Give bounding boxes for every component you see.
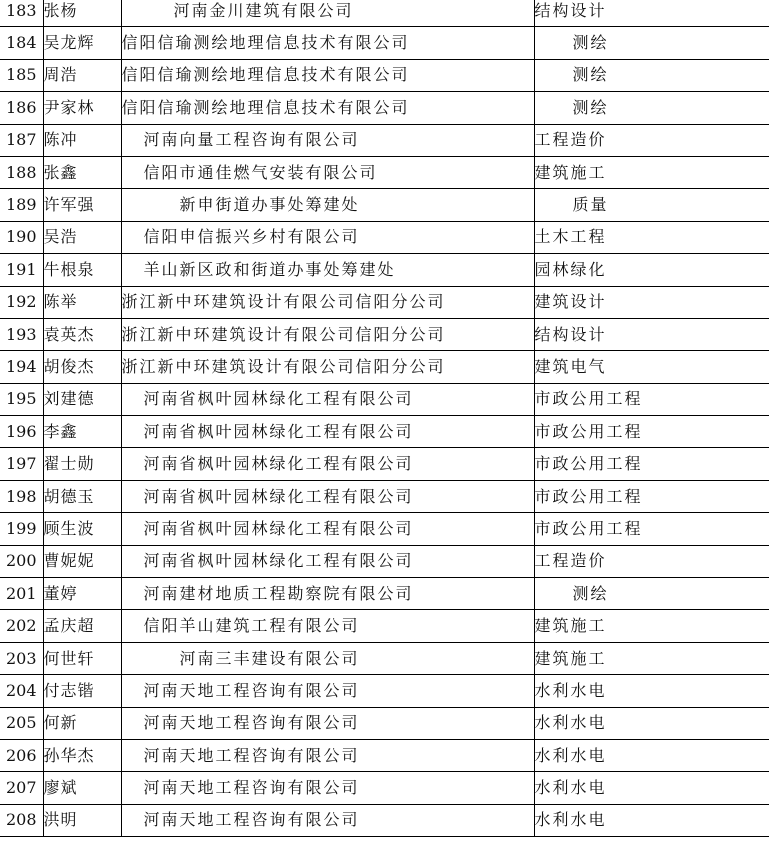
company-name-cell [121, 124, 534, 156]
specialty: 建筑电气 [534, 356, 607, 376]
person-name: 袁英杰 [43, 324, 95, 344]
table-row [0, 448, 769, 480]
row-number-cell [0, 480, 43, 512]
person-name: 吴浩 [43, 227, 78, 247]
specialty: 质量 [572, 195, 609, 215]
person-name: 何世轩 [43, 648, 95, 668]
company-name-cell [121, 739, 534, 771]
company-name-cell [121, 675, 534, 707]
row-number-cell [0, 545, 43, 577]
table-row [0, 513, 769, 545]
specialty: 水利水电 [534, 713, 607, 733]
row-number: 200 [5, 551, 37, 571]
person-name-cell [43, 545, 121, 577]
specialty: 市政公用工程 [534, 454, 643, 474]
row-number-cell [0, 254, 43, 286]
row-number-cell [0, 610, 43, 642]
person-name-cell [43, 642, 121, 674]
table-row [0, 59, 769, 91]
table-row [0, 480, 769, 512]
row-number: 192 [5, 292, 37, 312]
person-name: 张鑫 [43, 162, 78, 182]
row-number: 207 [5, 778, 37, 798]
person-name: 陈举 [43, 292, 78, 312]
person-name-cell [43, 0, 121, 27]
person-name-cell [43, 221, 121, 253]
specialty-cell [534, 351, 769, 383]
person-name-cell [43, 383, 121, 415]
person-name-cell [43, 254, 121, 286]
row-number: 205 [5, 713, 37, 733]
company-name: 河南向量工程咨询有限公司 [143, 130, 360, 150]
specialty-cell [534, 642, 769, 674]
person-name: 曹妮妮 [43, 551, 95, 571]
company-name: 浙江新中环建筑设计有限公司信阳分公司 [121, 292, 446, 312]
row-number: 193 [5, 324, 37, 344]
company-name: 浙江新中环建筑设计有限公司信阳分公司 [121, 324, 446, 344]
company-name: 河南三丰建设有限公司 [179, 648, 360, 668]
person-name: 董婷 [43, 583, 78, 603]
row-number-cell [0, 416, 43, 448]
person-name-cell [43, 27, 121, 59]
row-number-cell [0, 513, 43, 545]
table-row [0, 0, 769, 27]
person-name: 胡德玉 [43, 486, 95, 506]
specialty-cell [534, 610, 769, 642]
row-number-cell [0, 286, 43, 318]
table-row [0, 675, 769, 707]
row-number: 204 [5, 680, 37, 700]
row-number-cell [0, 59, 43, 91]
company-name-cell [121, 254, 534, 286]
company-name: 信阳羊山建筑工程有限公司 [143, 616, 360, 636]
row-number: 191 [5, 259, 37, 279]
specialty-cell [534, 254, 769, 286]
row-number-cell [0, 804, 43, 836]
specialty-cell [534, 804, 769, 836]
person-name-cell [43, 286, 121, 318]
company-name-cell [121, 189, 534, 221]
row-number-cell [0, 189, 43, 221]
company-name-cell [121, 416, 534, 448]
company-name-cell [121, 610, 534, 642]
table-row [0, 772, 769, 804]
person-name-cell [43, 772, 121, 804]
person-name-cell [43, 59, 121, 91]
table-row [0, 545, 769, 577]
company-name-cell [121, 286, 534, 318]
row-number: 187 [5, 130, 37, 150]
company-name: 河南天地工程咨询有限公司 [143, 680, 360, 700]
company-name: 河南省枫叶园林绿化工程有限公司 [143, 454, 414, 474]
company-name-cell [121, 480, 534, 512]
row-number: 202 [5, 616, 37, 636]
specialty-cell [534, 318, 769, 350]
person-name: 洪明 [43, 810, 78, 830]
row-number-cell [0, 675, 43, 707]
company-name-cell [121, 772, 534, 804]
company-name-cell [121, 642, 534, 674]
table-row [0, 221, 769, 253]
company-name-cell [121, 578, 534, 610]
table-row [0, 610, 769, 642]
row-number-cell [0, 92, 43, 124]
specialty-cell [534, 124, 769, 156]
specialty: 工程造价 [534, 551, 607, 571]
company-name: 河南省枫叶园林绿化工程有限公司 [143, 551, 414, 571]
company-name-cell [121, 707, 534, 739]
person-name-cell [43, 804, 121, 836]
specialty-cell [534, 578, 769, 610]
row-number-cell [0, 27, 43, 59]
company-name: 河南天地工程咨询有限公司 [143, 810, 360, 830]
person-name: 张杨 [43, 0, 78, 20]
specialty: 水利水电 [534, 778, 607, 798]
table-row [0, 642, 769, 674]
company-name: 浙江新中环建筑设计有限公司信阳分公司 [121, 356, 446, 376]
specialty: 工程造价 [534, 130, 607, 150]
person-name: 尹家林 [43, 97, 95, 117]
specialty: 测绘 [572, 33, 609, 53]
person-name-cell [43, 707, 121, 739]
company-name-cell [121, 59, 534, 91]
row-number-cell [0, 221, 43, 253]
row-number: 194 [5, 356, 37, 376]
person-name: 翟士勋 [43, 454, 95, 474]
specialty: 建筑设计 [534, 292, 607, 312]
specialty: 测绘 [572, 97, 609, 117]
row-number-cell [0, 318, 43, 350]
specialty: 结构设计 [534, 0, 607, 20]
row-number: 185 [5, 65, 37, 85]
company-name: 河南省枫叶园林绿化工程有限公司 [143, 518, 414, 538]
company-name: 河南天地工程咨询有限公司 [143, 713, 360, 733]
row-number: 188 [5, 162, 37, 182]
specialty: 土木工程 [534, 227, 607, 247]
specialty: 园林绿化 [534, 259, 607, 279]
table-row [0, 254, 769, 286]
company-name-cell [121, 545, 534, 577]
row-number: 196 [5, 421, 37, 441]
person-name: 顾生波 [43, 518, 95, 538]
row-number-cell [0, 124, 43, 156]
table-row [0, 92, 769, 124]
table-row [0, 27, 769, 59]
specialty: 水利水电 [534, 745, 607, 765]
person-name: 陈冲 [43, 130, 78, 150]
person-name-cell [43, 610, 121, 642]
row-number-cell [0, 642, 43, 674]
row-number-cell [0, 351, 43, 383]
table-row [0, 804, 769, 836]
table-row [0, 124, 769, 156]
company-name: 河南天地工程咨询有限公司 [143, 778, 360, 798]
person-name: 胡俊杰 [43, 356, 95, 376]
company-name-cell [121, 383, 534, 415]
row-number: 206 [5, 745, 37, 765]
specialty: 测绘 [572, 583, 609, 603]
company-name: 新申街道办事处筹建处 [179, 195, 360, 215]
specialty: 市政公用工程 [534, 421, 643, 441]
row-number-cell [0, 739, 43, 771]
specialty-cell [534, 675, 769, 707]
table-row [0, 318, 769, 350]
table-row [0, 739, 769, 771]
row-number: 186 [5, 97, 37, 117]
row-number-cell [0, 156, 43, 188]
company-name: 信阳信瑜测绘地理信息技术有限公司 [121, 97, 410, 117]
specialty: 市政公用工程 [534, 389, 643, 409]
company-name: 信阳信瑜测绘地理信息技术有限公司 [121, 65, 410, 85]
row-number: 203 [5, 648, 37, 668]
company-name: 信阳信瑜测绘地理信息技术有限公司 [121, 33, 410, 53]
company-name: 河南省枫叶园林绿化工程有限公司 [143, 389, 414, 409]
specialty-cell [534, 480, 769, 512]
specialty-cell [534, 739, 769, 771]
specialty: 建筑施工 [534, 616, 607, 636]
company-name: 信阳申信振兴乡村有限公司 [143, 227, 360, 247]
person-name: 李鑫 [43, 421, 78, 441]
table-row [0, 156, 769, 188]
table-row [0, 189, 769, 221]
specialty-cell [534, 189, 769, 221]
person-name-cell [43, 739, 121, 771]
row-number-cell [0, 578, 43, 610]
row-number-cell [0, 383, 43, 415]
specialty: 建筑施工 [534, 162, 607, 182]
row-number-cell [0, 707, 43, 739]
specialty-cell [534, 707, 769, 739]
person-name-cell [43, 156, 121, 188]
table-row [0, 351, 769, 383]
company-name: 河南省枫叶园林绿化工程有限公司 [143, 421, 414, 441]
row-number: 183 [5, 0, 37, 20]
person-name-cell [43, 318, 121, 350]
specialty: 结构设计 [534, 324, 607, 344]
row-number-cell [0, 772, 43, 804]
person-name: 刘建德 [43, 389, 95, 409]
row-number: 199 [5, 518, 37, 538]
specialty: 测绘 [572, 65, 609, 85]
person-name-cell [43, 578, 121, 610]
person-name-cell [43, 448, 121, 480]
specialty-cell [534, 59, 769, 91]
person-name: 孙华杰 [43, 745, 95, 765]
row-number: 195 [5, 389, 37, 409]
specialty-cell [534, 513, 769, 545]
specialty-cell [534, 286, 769, 318]
company-name-cell [121, 27, 534, 59]
row-number: 201 [5, 583, 37, 603]
company-name: 河南金川建筑有限公司 [173, 0, 354, 20]
company-name: 河南省枫叶园林绿化工程有限公司 [143, 486, 414, 506]
table-row [0, 383, 769, 415]
row-number: 208 [5, 810, 37, 830]
row-number: 184 [5, 33, 37, 53]
company-name-cell [121, 513, 534, 545]
person-name-cell [43, 92, 121, 124]
specialty: 水利水电 [534, 680, 607, 700]
person-name: 吴龙辉 [43, 33, 95, 53]
specialty-cell [534, 383, 769, 415]
person-name-cell [43, 189, 121, 221]
row-number: 197 [5, 454, 37, 474]
company-name-cell [121, 156, 534, 188]
person-name-cell [43, 416, 121, 448]
person-name: 孟庆超 [43, 616, 95, 636]
table-row [0, 286, 769, 318]
company-name-cell [121, 0, 534, 27]
specialty-cell [534, 156, 769, 188]
person-name: 何新 [43, 713, 78, 733]
person-name-cell [43, 124, 121, 156]
specialty-cell [534, 0, 769, 27]
person-name: 牛根泉 [43, 259, 95, 279]
person-name-cell [43, 480, 121, 512]
person-name: 周浩 [43, 65, 78, 85]
company-name-cell [121, 318, 534, 350]
table-row [0, 578, 769, 610]
company-name: 羊山新区政和街道办事处筹建处 [143, 259, 396, 279]
specialty-cell [534, 92, 769, 124]
person-name: 付志锴 [43, 680, 95, 700]
table-row [0, 416, 769, 448]
person-name: 许军强 [43, 195, 95, 215]
row-number: 190 [5, 227, 37, 247]
row-number: 198 [5, 486, 37, 506]
person-name-cell [43, 351, 121, 383]
row-number: 189 [5, 195, 37, 215]
specialty-cell [534, 448, 769, 480]
person-name-cell [43, 675, 121, 707]
company-name-cell [121, 351, 534, 383]
company-name: 信阳市通佳燃气安装有限公司 [143, 162, 378, 182]
company-name: 河南天地工程咨询有限公司 [143, 745, 360, 765]
specialty: 市政公用工程 [534, 518, 643, 538]
company-name-cell [121, 804, 534, 836]
specialty-cell [534, 27, 769, 59]
person-name-cell [43, 513, 121, 545]
specialty: 建筑施工 [534, 648, 607, 668]
specialty-cell [534, 545, 769, 577]
company-name: 河南建材地质工程勘察院有限公司 [143, 583, 414, 603]
company-name-cell [121, 221, 534, 253]
company-name-cell [121, 448, 534, 480]
table-row [0, 707, 769, 739]
specialty: 水利水电 [534, 810, 607, 830]
specialty-cell [534, 772, 769, 804]
row-number-cell [0, 448, 43, 480]
specialty-cell [534, 221, 769, 253]
specialty-cell [534, 416, 769, 448]
company-name-cell [121, 92, 534, 124]
row-number-cell [0, 0, 43, 27]
specialty: 市政公用工程 [534, 486, 643, 506]
person-name: 廖斌 [43, 778, 78, 798]
